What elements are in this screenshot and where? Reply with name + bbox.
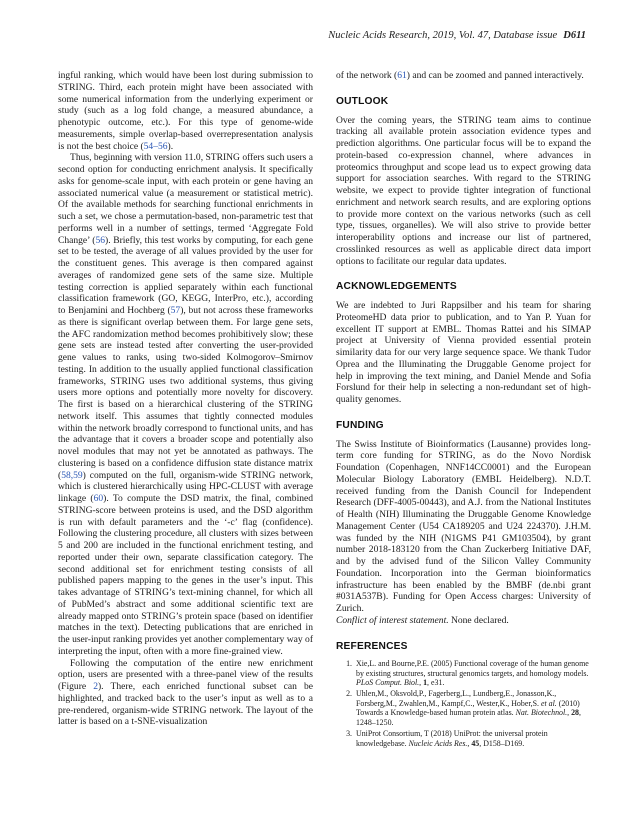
reference-item: 2. Uhlen,M., Oksvold,P., Fagerberg,L., Lundberg,E., Jonasson,K., Forsberg,M., Zwahlen,M., Kampf,C., Wester,K., Hober,S. et al. (2010) Towards a Knowledge-based human protein atlas. Nat. Biotechnol., 28, 1248–1250.	[346, 689, 581, 727]
paragraph-three-panel-view: Following the computation of the entire new enrichment option, users are presented with a three-panel view of the results (Figure 2). There, each enriched functional subset can be highlighted, and tracked back to the user’s input as well as to a pre-rendered, organism-wide STRING network. The layout of the latter is based on a t-SNE-visualization	[58, 657, 313, 728]
citation-link[interactable]: 57	[170, 305, 181, 316]
citation-link[interactable]: 58,59	[61, 469, 83, 481]
reference-list	[336, 659, 591, 748]
page-number: D611	[563, 30, 586, 41]
journal-citation: Nucleic Acids Research, 2019, Vol. 47, Database issue	[328, 30, 558, 41]
citation-link[interactable]: 54–56	[143, 140, 168, 152]
outlook-text: Over the coming years, the STRING team aims to continue tracking all available protein association evidence types and prediction algorithms. One particular focus will be to expand the protein-based co-expression channel, where advances in proteomics throughput and scope lead us to expect growing data support for association searches. With regard to the STRING website, we expect to provide tighter integration of functional enrichment and network search results, and are exploring options to provide more context on the various networks (such as cell type, tissues, organelles). We will also strive to provide better interoperability options and increase our list of partnered, crosslinked resources as well as applicable direct data import options to facilitate our regular data updates.	[336, 114, 591, 267]
conflict-of-interest: Conflict of interest statement. None declared.	[336, 614, 509, 626]
paragraph-continued: ingful ranking, which would have been lost during submission to STRING. Third, each protein might have been associated with some numerical information from the underlying experiment or study (such as a log fold change, a measured abundance, a phenotypic outcome, etc.). For this type of genome-wide measurements, simple overlap-based overrepresentation analysis is not the best choice (54–56).	[58, 70, 313, 152]
funding-text: The Swiss Institute of Bioinformatics (Lausanne) provides long-term core funding for STRING, as do the Novo Nordisk Foundation (Copenhagen, NNF14CC0001) and the European Molecular Biology Laboratory (EMBL Heidelberg). N.D.T. received funding from the Danish Council for Independent Research (DFF-4005-00443), and A.J. from the National Institutes of Health (NIH) Illuminating the Druggable Genome Knowledge Management Center (U54 CA189205 and U24 224370). J.H.M. was funded by the NIH (N1GMS P41 GM103504), by grant number 2018-183120 from the Chan Zuckerberg Initiative DAF, and by the advised fund of the Silicon Valley Community Foundation. Incorporation into the German bioinformatics infrastructure has been enabled by the BMBF (de.nbi grant #031A537B). Funding for Open Access charges: University of Zurich.	[336, 438, 591, 614]
right-column	[336, 70, 591, 750]
reference-item: 3. UniProt Consortium, T (2018) UniProt: the universal protein knowledgebase. Nucleic Acids Res., 45, D158–D169.	[346, 729, 548, 748]
section-heading-funding: FUNDING	[336, 419, 384, 431]
section-heading-outlook: OUTLOOK	[336, 95, 389, 107]
acknowledgements-text: We are indebted to Juri Rappsilber and his team for sharing ProteomeHD data prior to publication, and to Yan P. Yuan for excellent IT support at EMBL. Thomas Rattei and his SIMAP project at University of Vienna provided essential protein similarity data for our very large sequence space. We thank Tudor Oprea and the Illuminating the Druggable Genome project for help in improving the text mining, and Daniel Mende and Sofia Forslund for their help in selecting a non-redundant set of high-quality genomes.	[336, 300, 591, 405]
section-heading-references: REFERENCES	[336, 640, 408, 652]
paragraph-string-11-enrichment: Thus, beginning with version 11.0, STRING offers such users a second option for conducting enrichment analysis. It specifically asks for genome-scale input, with each protein or gene having an associated numerical value (a measurement or statistical metric). Of the available methods for searching functional enrichments in such a set, we chose a permutation-based, non-parametric test that performs well in a number of settings, termed ‘Aggregate Fold Change’ (56). Briefly, this test works by computing, for each gene set to be tested, the average of all values provided by the user for the constituent genes. This average is then compared against averages of randomized gene sets of the same size. Multiple testing correction is applied separately within each functional classification framework (GO, KEGG, InterPro, etc.), according to Benjamini and Hochberg (57), but not across these frameworks as there is significant overlap between them. For large gene sets, the AFC randomization method becomes prohibitively slow; these gene sets are instead tested after converting the user-provided gene values to ranks, using two-sided Kolmogorov–Smirnov testing. In addition to the usually applied functional classification frameworks, STRING uses two additional systems, thus giving users more options and potentially more novelty for discovery. The first is based on a hierarchical clustering of the STRING network itself. This assumes that tightly connected modules within the network broadly correspond to functional units, and has the advantage that it covers a broader scope and potentially also novel modules that may not yet be annotated as pathways. The clustering is based on a confidence diffusion state distance matrix (58,59) computed on the full, organism-wide STRING network, which is clustered hierarchically using HPC-CLUST with average linkage (60). To compute the DSD matrix, the final, combined STRING-score between proteins is used, and the DSD algorithm is run with default parameters and the ‘-c’ flag (confidence). Following the clustering procedure, all clusters with sizes between 5 and 200 are included in the functional enrichment testing, and reported under their own, separate classification category. The second additional set for enrichment testing consists of all published papers mapping to the genes in the user’s input. This takes advantage of STRING’s text-mining channel, for which all of PubMed’s abstract and some additional scientific text are already mapped onto STRING’s protein space (based on identifier matches in the text). Detecting publications that are enriched in the user-input ranking provides yet another complementary way of interpreting the input, often with a more fine-grained view.	[58, 152, 314, 657]
section-heading-acknowledgements: ACKNOWLEDGEMENTS	[336, 281, 457, 293]
citation-link[interactable]: 56	[95, 234, 106, 246]
reference-item: 1. Xie,L. and Bourne,P.E. (2005) Functional coverage of the human genome by existing structures, structural genomics targets, and homology models. PLoS Comput. Biol., 1, e31.	[346, 659, 589, 688]
figure-link[interactable]: 2	[93, 681, 98, 692]
running-header	[328, 30, 586, 41]
left-column	[58, 70, 313, 728]
paragraph-continued-right: of the network (61) and can be zoomed and panned interactively.	[336, 70, 584, 81]
citation-link[interactable]: 60	[93, 493, 104, 504]
citation-link[interactable]: 61	[397, 70, 407, 81]
